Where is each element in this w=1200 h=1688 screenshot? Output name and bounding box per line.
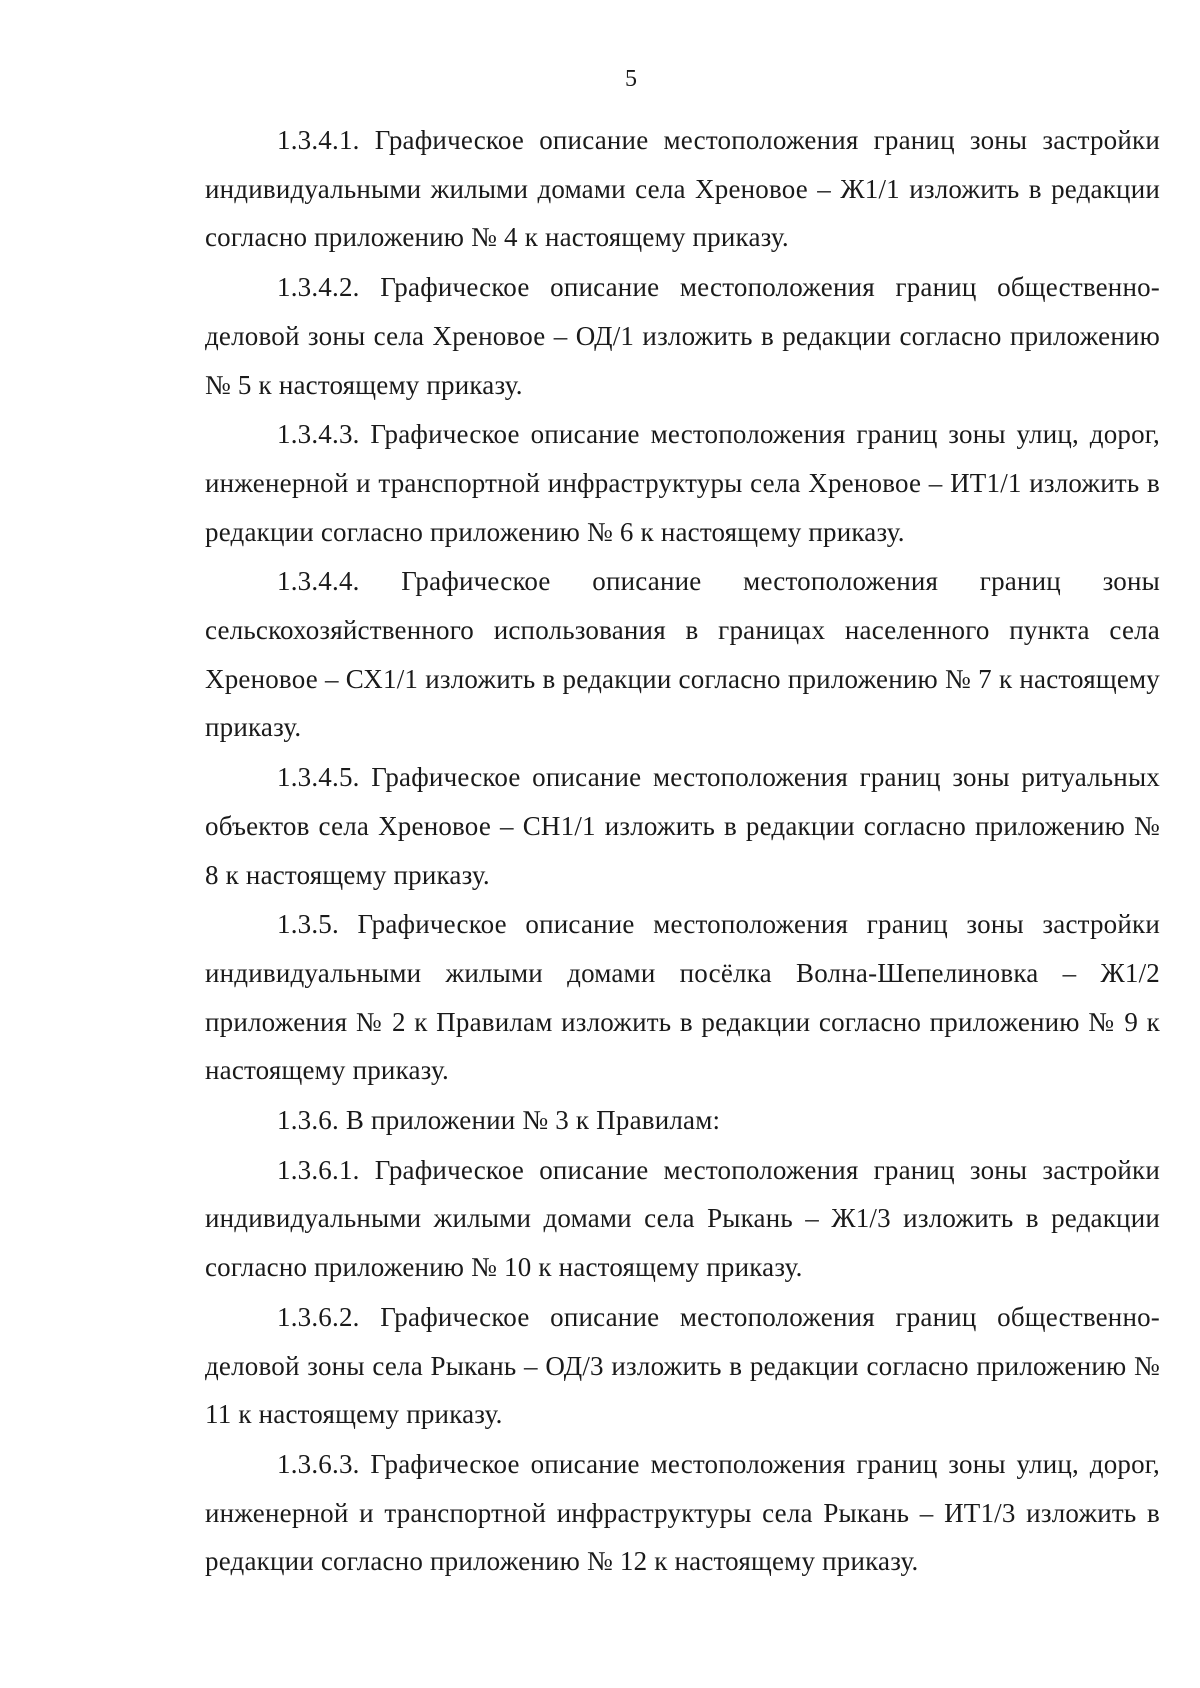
- paragraph-1-3-5: 1.3.5. Графическое описание местоположения границ зоны застройки индивидуальными жилыми домами посёлка Волна-Шепелиновка – Ж1/2 приложения № 2 к Правилам изложить в редакции согласно приложению № 9 к настоящему приказу.: [205, 909, 1160, 1086]
- document-body: [205, 116, 1160, 1587]
- paragraph-1-3-4-1: 1.3.4.1. Графическое описание местоположения границ зоны застройки индивидуальными жилыми домами села Хреновое – Ж1/1 изложить в редакции согласно приложению № 4 к настоящему приказу.: [205, 125, 1160, 253]
- paragraph-1-3-4-5: 1.3.4.5. Графическое описание местоположения границ зоны ритуальных объектов села Хреновое – СН1/1 изложить в редакции согласно приложению № 8 к настоящему приказу.: [205, 762, 1160, 890]
- paragraph-1-3-4-3: 1.3.4.3. Графическое описание местоположения границ зоны улиц, дорог, инженерной и транспортной инфраструктуры села Хреновое – ИТ1/1 изложить в редакции согласно приложению № 6 к настоящему приказу.: [205, 419, 1160, 547]
- paragraph-1-3-4-2: 1.3.4.2. Графическое описание местоположения границ общественно-деловой зоны села Хреновое – ОД/1 изложить в редакции согласно приложению № 5 к настоящему приказу.: [205, 272, 1160, 400]
- paragraph-1-3-4-4: 1.3.4.4. Графическое описание местоположения границ зоны сельскохозяйственного использования в границах населенного пункта села Хреновое – СХ1/1 изложить в редакции согласно приложению № 7 к настоящему приказу.: [205, 566, 1160, 743]
- paragraph-1-3-6-1: 1.3.6.1. Графическое описание местоположения границ зоны застройки индивидуальными жилыми домами села Рыкань – Ж1/3 изложить в редакции согласно приложению № 10 к настоящему приказу.: [205, 1154, 1160, 1283]
- paragraph-1-3-6: 1.3.6. В приложении № 3 к Правилам:: [277, 1105, 721, 1136]
- page-number: 5: [625, 66, 637, 92]
- paragraph-1-3-6-3: 1.3.6.3. Графическое описание местоположения границ зоны улиц, дорог, инженерной и транспортной инфраструктуры села Рыкань – ИТ1/3 изложить в редакции согласно приложению № 12 к настоящему приказу.: [205, 1448, 1160, 1577]
- paragraph-1-3-6-2: 1.3.6.2. Графическое описание местоположения границ общественно-деловой зоны села Рыкань – ОД/3 изложить в редакции согласно приложению № 11 к настоящему приказу.: [205, 1301, 1160, 1430]
